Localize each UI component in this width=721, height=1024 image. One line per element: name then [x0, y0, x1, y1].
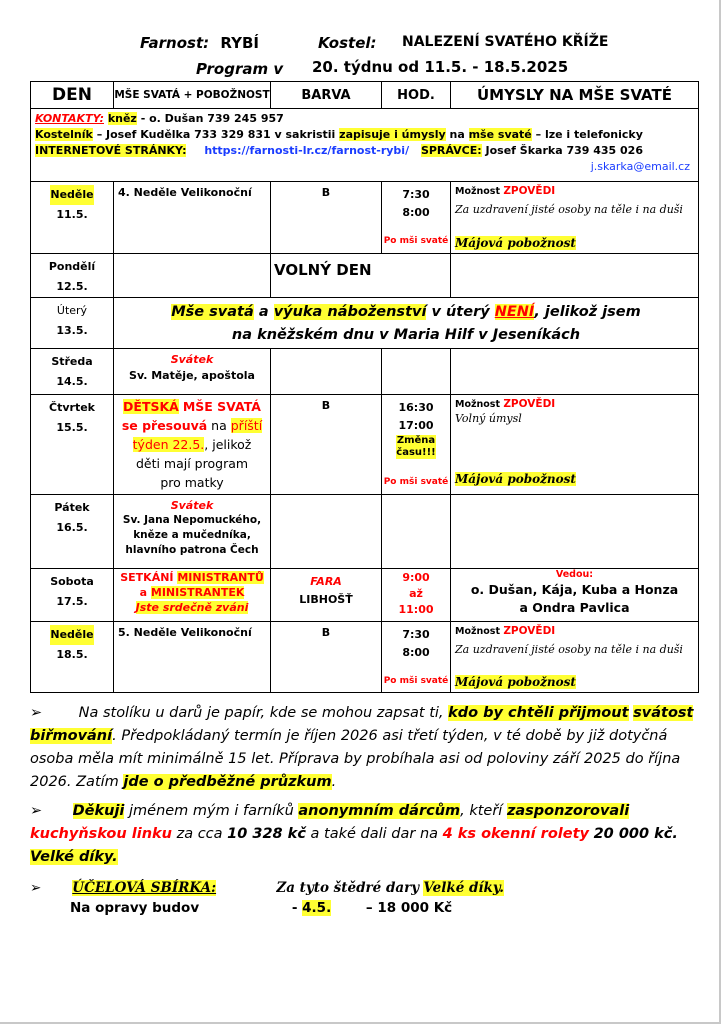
day-name: Čtvrtek	[49, 401, 95, 414]
empty-cell	[451, 349, 699, 395]
day-date: 14.5.	[56, 375, 88, 388]
note-text: 20 000 kč.	[593, 826, 678, 842]
mass-time-2: 17:00	[398, 419, 434, 432]
intent-cell	[451, 182, 699, 254]
majova-label: Májová pobožnost	[455, 236, 576, 250]
feast-cell	[114, 349, 271, 395]
collection-label: ÚČELOVÁ SBÍRKA:	[72, 880, 217, 896]
feast-saint: kněze a mučedníka,	[133, 529, 251, 541]
empty-cell	[271, 495, 382, 569]
majova-label: Májová pobožnost	[455, 472, 576, 486]
day-date: 15.5.	[56, 421, 88, 434]
col-umysly: ÚMYSLY NA MŠE SVATÉ	[451, 82, 699, 109]
day-row-sunday-2	[31, 622, 699, 693]
sacristan-note-b: na	[449, 128, 465, 141]
notice-part: na kněžském dnu v Maria Hilf v Jeseníkách	[231, 327, 581, 343]
intent-cell	[451, 395, 699, 495]
after-mass-label: Po mši svaté	[383, 236, 449, 246]
note-text: svátost biřmování	[30, 705, 694, 744]
note-text: kdo by chtěli přijmout	[448, 705, 629, 721]
notice-part: v úterý	[431, 304, 490, 320]
mass-intent: Za uzdravení jisté osoby na těle i na duši	[455, 643, 683, 656]
bullet-arrow-icon: ➢	[30, 880, 42, 896]
admin-contact: Josef Škarka 739 435 026	[485, 144, 643, 157]
note-part: děti mají program	[135, 456, 249, 471]
note-text: -	[291, 900, 298, 916]
empty-cell	[451, 495, 699, 569]
place-name: LIBHOŠŤ	[299, 593, 353, 606]
feast-saint: Sv. Jana Nepomuckého,	[122, 514, 262, 526]
col-mse: MŠE SVATÁ + POBOŽNOST	[114, 82, 271, 109]
day-cell	[31, 395, 114, 495]
day-date: 13.5.	[56, 324, 88, 337]
sacristan-label: Kostelník	[35, 128, 93, 141]
note-confirmation	[30, 702, 698, 794]
mass-time-1: 7:30	[402, 188, 430, 201]
mass-time-2: 8:00	[402, 206, 430, 219]
note-text: . Předpokládaný termín je říjen 2026 asi třetí týden, v té době by již dotyčná osoba měla mít minimálně 15 let. Příprava by probíhala asi od poloviny září 2025 do října 2026. Zatím	[30, 728, 681, 790]
event-part: Jste srdečně zváni	[135, 601, 249, 614]
note-part: , jelikož	[204, 437, 252, 452]
intent-cell	[451, 622, 699, 693]
empty-cell	[382, 349, 451, 395]
farnost-name: RYBÍ	[220, 34, 259, 52]
day-cell	[31, 254, 114, 298]
mass-name: 5. Neděle Velikonoční	[114, 622, 271, 693]
feast-label: Svátek	[170, 353, 214, 366]
bullet-arrow-icon: ➢	[30, 803, 43, 819]
note-thanks	[30, 800, 698, 869]
event-part: SETKÁNÍ	[120, 571, 174, 584]
program-week: 20. týdnu od 11.5. - 18.5.2025	[312, 58, 569, 76]
note-text: za cca	[176, 826, 223, 842]
notice-part: a	[258, 304, 269, 320]
note-part: pro matky	[160, 475, 224, 490]
confession-word: ZPOVĚDI	[503, 398, 556, 410]
note-part: MŠE SVATÁ	[182, 399, 261, 414]
col-barva: BARVA	[271, 82, 382, 109]
note-part: týden 22.5.	[132, 437, 205, 452]
contacts-row	[31, 109, 699, 182]
priest-contact: - o. Dušan 739 245 957	[140, 112, 284, 125]
day-cell	[31, 349, 114, 395]
confession-word: ZPOVĚDI	[503, 185, 556, 197]
day-date: 11.5.	[56, 208, 88, 221]
kostel-label: Kostel:	[318, 34, 377, 52]
after-mass-label: Po mši svaté	[383, 477, 449, 487]
note-text: a také dali dar na	[310, 826, 439, 842]
note-collection	[30, 878, 698, 918]
mass-name: 4. Neděle Velikonoční	[114, 182, 271, 254]
day-cell	[31, 622, 114, 693]
note-part: DĚTSKÁ	[123, 399, 179, 414]
note-text: .	[331, 774, 337, 790]
collection-purpose: Na opravy budov	[70, 900, 200, 916]
event-time-end: 11:00	[398, 603, 434, 616]
time-cell	[382, 182, 451, 254]
place-cell	[271, 569, 382, 622]
time-cell	[382, 622, 451, 693]
contacts-cell	[31, 109, 699, 182]
admin-label: SPRÁVCE:	[420, 144, 482, 157]
time-cell	[382, 395, 451, 495]
feast-label: Svátek	[170, 499, 214, 512]
day-date: 16.5.	[56, 521, 88, 534]
note-text: anonymním dárcům	[298, 803, 461, 819]
sacristan-note-d: – lze i telefonicky	[535, 128, 643, 141]
day-name: Pátek	[54, 501, 90, 514]
day-row-friday	[31, 495, 699, 569]
parish-line	[140, 34, 259, 52]
liturgical-color: B	[271, 182, 382, 254]
sacristan-contact: – Josef Kudělka 733 329 831 v sakristii	[96, 128, 336, 141]
empty-cell	[114, 254, 271, 298]
collection-amount: – 18 000 Kč	[365, 900, 453, 916]
priest-role: kněz	[107, 112, 137, 125]
mass-time-2: 8:00	[402, 646, 430, 659]
col-den: DEN	[31, 82, 114, 109]
note-text: kuchyňskou linku	[30, 826, 172, 842]
day-cell	[31, 298, 114, 349]
confession-label: Možnost	[455, 186, 500, 197]
kostel-name: NALEZENÍ SVATÉHO KŘÍŽE	[402, 34, 609, 50]
free-day-label: VOLNÝ DEN	[271, 254, 451, 298]
feast-cell	[114, 495, 271, 569]
schedule-table	[30, 81, 699, 693]
note-text: Za tyto štědré dary	[276, 880, 420, 896]
day-cell	[31, 182, 114, 254]
leaders-names: o. Dušan, Kája, Kuba a Honza	[470, 582, 679, 597]
farnost-label: Farnost:	[140, 34, 210, 52]
note-text: Děkuji	[72, 803, 125, 819]
note-text: 10 328 kč	[227, 826, 306, 842]
day-row-thursday	[31, 395, 699, 495]
program-label: Program v	[196, 60, 284, 78]
contacts-label: KONTAKTY:	[35, 112, 104, 125]
day-row-tuesday	[31, 298, 699, 349]
note-part: příští	[230, 418, 263, 433]
mass-intent: Volný úmysl	[455, 412, 522, 425]
notice-part: , jelikož jsem	[534, 304, 641, 320]
place-name: FARA	[310, 575, 342, 588]
leaders-names: a Ondra Pavlica	[519, 600, 630, 615]
day-name: Neděle	[50, 625, 93, 645]
day-row-sunday-1	[31, 182, 699, 254]
day-name: Úterý	[56, 304, 88, 317]
feast-saint: Sv. Matěje, apoštola	[129, 369, 255, 382]
empty-cell	[451, 254, 699, 298]
note-text: zasponzorovali	[506, 803, 630, 819]
day-row-wednesday	[31, 349, 699, 395]
mass-time-1: 7:30	[402, 628, 430, 641]
admin-email[interactable]: j.skarka@email.cz	[590, 160, 690, 173]
time-cell	[382, 569, 451, 622]
note-text: jde o předběžné průzkum	[123, 774, 332, 790]
notice-part: Mše svatá	[171, 304, 254, 320]
note-text: Na stolíku u darů je papír, kde se mohou zapsat ti,	[78, 705, 444, 721]
empty-cell	[382, 495, 451, 569]
notice-part: výuka náboženství	[273, 304, 427, 320]
event-part: MINISTRANTEK	[150, 586, 245, 599]
tuesday-notice	[114, 298, 699, 349]
event-part: MINISTRANTŮ	[177, 571, 264, 584]
note-part: se přesouvá	[121, 418, 208, 433]
leaders-label: Vedou:	[555, 569, 594, 580]
day-date: 18.5.	[56, 648, 88, 661]
confession-label: Možnost	[455, 626, 500, 637]
collection-date: 4.5.	[302, 900, 332, 916]
day-name: Neděle	[50, 185, 93, 205]
col-hod: HOD.	[382, 82, 451, 109]
day-row-monday	[31, 254, 699, 298]
note-text: 4 ks okenní rolety	[442, 826, 589, 842]
note-text: Velké díky.	[423, 880, 504, 896]
sacristan-note-a: zapisuje i úmysly	[339, 128, 446, 141]
time-change-note: Změna času!!!	[396, 435, 436, 458]
note-text: Velké díky.	[30, 849, 118, 865]
column-header-row	[31, 82, 699, 109]
note-text: jménem mým i farníků	[129, 803, 294, 819]
day-cell	[31, 495, 114, 569]
ministrant-meeting	[114, 569, 271, 622]
event-time-start: 9:00	[402, 571, 430, 584]
children-mass-note	[114, 395, 271, 495]
day-name: Sobota	[50, 575, 94, 588]
note-text: , kteří	[460, 803, 503, 819]
event-part: a	[139, 586, 148, 599]
event-time-sep: až	[409, 587, 423, 600]
liturgical-color: B	[271, 622, 382, 693]
day-name: Pondělí	[48, 260, 96, 273]
mass-time-1: 16:30	[398, 401, 434, 414]
majova-label: Májová pobožnost	[455, 675, 576, 689]
confession-label: Možnost	[455, 399, 500, 410]
bullet-arrow-icon: ➢	[30, 705, 43, 721]
day-row-saturday	[31, 569, 699, 622]
confession-word: ZPOVĚDI	[503, 625, 556, 637]
liturgical-color: B	[271, 395, 382, 495]
feast-saint: hlavního patrona Čech	[125, 544, 259, 556]
day-date: 17.5.	[56, 595, 88, 608]
web-label: INTERNETOVÉ STRÁNKY:	[35, 144, 187, 157]
empty-cell	[271, 349, 382, 395]
notice-part: NENÍ	[494, 304, 535, 320]
leaders-cell	[451, 569, 699, 622]
day-date: 12.5.	[56, 280, 88, 293]
day-name: Středa	[51, 355, 93, 368]
after-mass-label: Po mši svaté	[383, 676, 449, 686]
mass-intent: Za uzdravení jisté osoby na těle i na duši	[455, 203, 683, 216]
note-part: na	[211, 418, 227, 433]
web-link[interactable]: https://farnosti-lr.cz/farnost-rybi/	[204, 144, 410, 157]
sacristan-note-c: mše svaté	[468, 128, 532, 141]
day-cell	[31, 569, 114, 622]
